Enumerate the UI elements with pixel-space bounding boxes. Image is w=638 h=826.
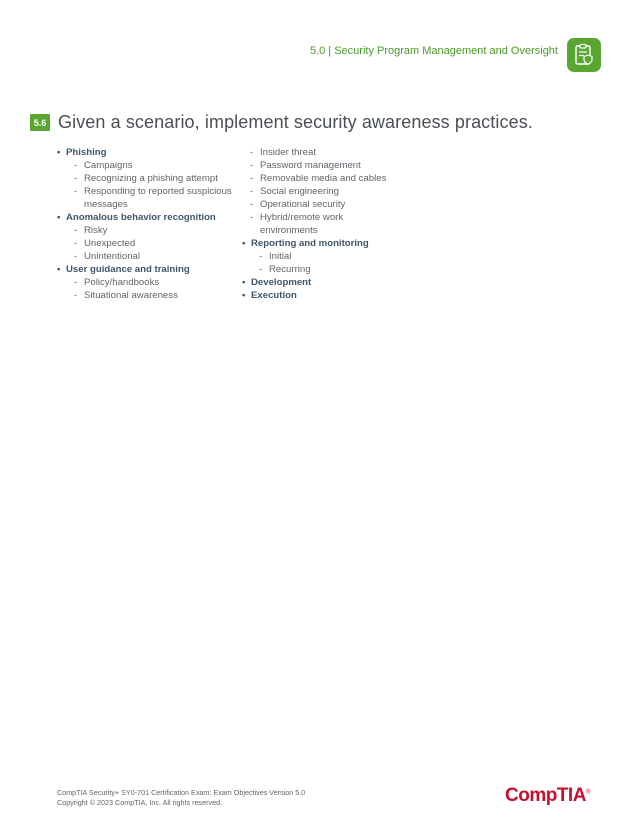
right-column bbox=[242, 146, 432, 302]
list-item: • User guidance and training - Policy/handbooks - Situational awareness bbox=[57, 263, 237, 302]
sub-item: - Responding to reported suspicious messages bbox=[66, 185, 237, 211]
list-item: • Development bbox=[242, 276, 432, 289]
sub-item: - Password management bbox=[242, 159, 432, 172]
objective-title: Given a scenario, implement security awareness practices. bbox=[58, 112, 533, 132]
list-item: • Execution bbox=[242, 289, 432, 302]
sub-item: - Insider threat bbox=[242, 146, 432, 159]
list-item: • Anomalous behavior recognition - Risky - Unexpected - Unintentional bbox=[57, 211, 237, 263]
section-header: 5.0 | Security Program Management and Oversight bbox=[309, 45, 558, 57]
footer-exam-line: CompTIA Security+ SY0-701 Certification Exam: Exam Objectives Version 5.0 bbox=[57, 788, 306, 797]
list-item: • Phishing - Campaigns - Recognizing a phishing attempt - Responding to reported suspicious messages bbox=[57, 146, 237, 211]
logo-text: CompTIA bbox=[505, 785, 586, 806]
objective-number-badge: 5.6 bbox=[30, 114, 50, 131]
sub-item: - Initial bbox=[251, 250, 432, 263]
sub-item: - Social engineering bbox=[242, 185, 432, 198]
comptia-logo bbox=[505, 785, 590, 807]
sub-item: - Recognizing a phishing attempt bbox=[66, 172, 237, 185]
sub-item: - Recurring bbox=[251, 263, 432, 276]
sub-item: - Unintentional bbox=[66, 250, 237, 263]
sub-item: - Situational awareness bbox=[66, 289, 237, 302]
sub-item: - Policy/handbooks bbox=[66, 276, 237, 289]
clipboard-shield-icon bbox=[567, 38, 601, 72]
sub-item: - Operational security bbox=[242, 198, 432, 211]
sub-item: - Hybrid/remote work environments bbox=[242, 211, 370, 237]
footer-copyright: Copyright © 2023 CompTIA, Inc. All rights reserved. bbox=[57, 797, 223, 807]
sub-item: - Risky bbox=[66, 224, 237, 237]
registered-mark: ® bbox=[585, 789, 590, 796]
footer bbox=[57, 788, 305, 807]
sub-item: - Removable media and cables bbox=[242, 172, 432, 185]
left-column bbox=[57, 146, 237, 302]
sub-item: - Unexpected bbox=[66, 237, 237, 250]
list-item: • Reporting and monitoring - Initial - Recurring bbox=[242, 237, 432, 276]
sub-item: - Campaigns bbox=[66, 159, 237, 172]
